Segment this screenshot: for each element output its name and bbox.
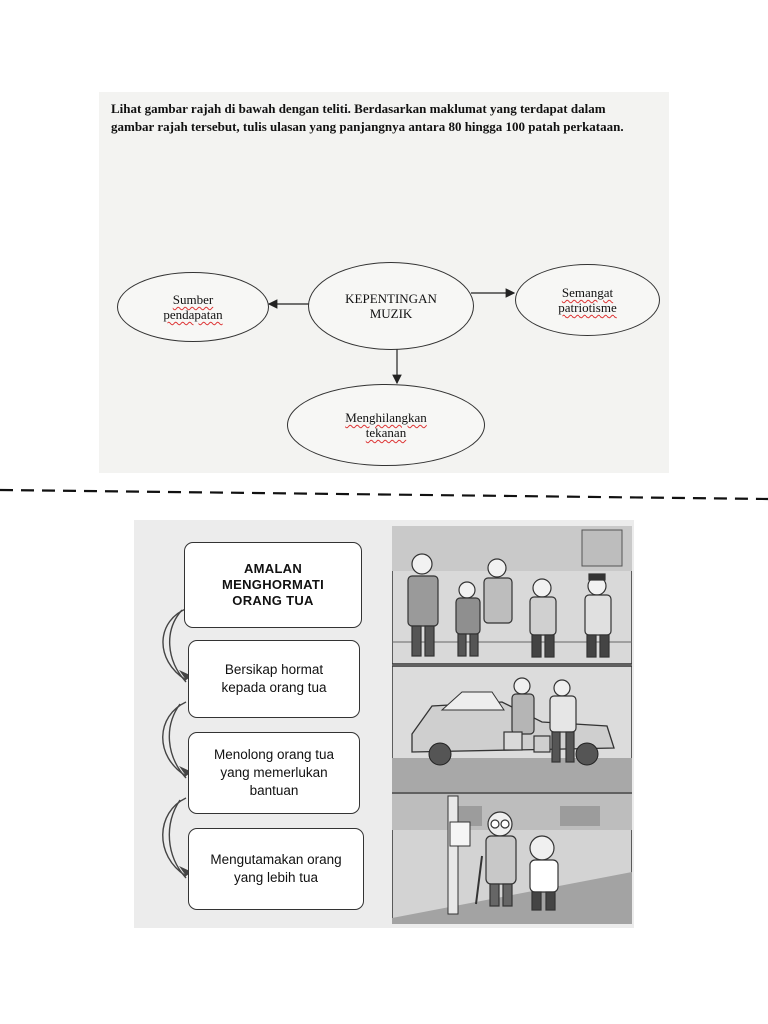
flow-step-1-line-1: Bersikap hormat xyxy=(224,662,324,677)
center-node-line-1: KEPENTINGAN xyxy=(345,291,437,306)
right-node-line-2: patriotisme xyxy=(558,300,617,315)
flow-step-1-line-2: kepada orang tua xyxy=(221,680,327,695)
center-node-line-2: MUZIK xyxy=(369,306,413,321)
flow-step-3-line-2: yang lebih tua xyxy=(233,870,319,885)
bottom-node-line-2: tekanan xyxy=(365,425,407,440)
flow-title-line-1: AMALAN xyxy=(243,561,303,576)
flow-title-line-2: MENGHORMATI xyxy=(222,577,324,592)
illustration-greeting xyxy=(392,526,632,664)
flow-step-2 xyxy=(188,732,360,814)
flow-step-3-line-1: Mengutamakan orang xyxy=(210,852,342,867)
flow-step-2-line-2: yang memerlukan xyxy=(220,765,328,780)
flow-step-2-line-1: Menolong orang tua xyxy=(213,747,335,762)
flow-step-1 xyxy=(188,640,360,718)
illustration-crossing xyxy=(392,794,632,924)
illustration-helping xyxy=(392,666,632,792)
left-node-line-2: pendapatan xyxy=(163,307,223,322)
left-node-line-1: Sumber xyxy=(172,292,214,307)
flow-step-3 xyxy=(188,828,364,910)
bottom-node-line-1: Menghilangkan xyxy=(345,410,427,425)
flow-step-2-line-3: bantuan xyxy=(249,783,299,798)
instructions-text: Lihat gambar rajah di bawah dengan teliti. Berdasarkan maklumat yang terdapat dalam gambar rajah tersebut, tulis ulasan yang panjangnya antara 80 hingga 100 patah perkataan. xyxy=(111,101,624,134)
flow-title-box xyxy=(184,542,362,628)
flow-panel xyxy=(134,520,634,928)
illustration-panels xyxy=(392,526,632,924)
right-node-line-1: Semangat xyxy=(561,285,614,300)
flow-title-line-3: ORANG TUA xyxy=(232,593,314,608)
